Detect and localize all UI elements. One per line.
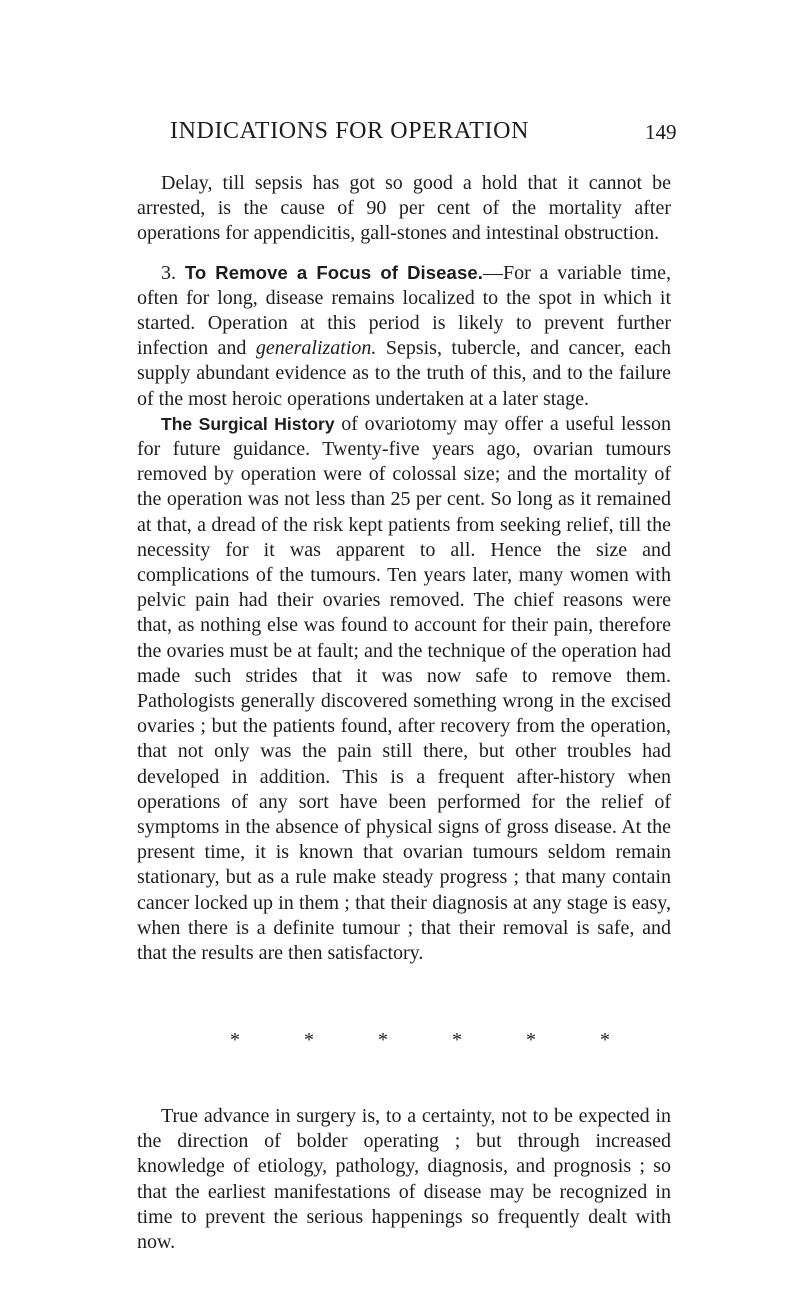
- paragraph-text: —For a variable time, often for long, disease remains localized to the spot in which it started. Operation at this period is likely to prevent further infection and: [137, 261, 671, 360]
- paragraph-text: Sepsis, tubercle, and cancer, each supply abundant evidence as to the truth of this, and to the failure of the most heroic operations undertaken at a later stage.: [137, 337, 671, 410]
- main-text: [137, 171, 671, 966]
- asterisk: *: [452, 1029, 462, 1051]
- paragraph-closing: True advance in surgery is, to a certainty, not to be expected in the direction of bolder operating ; but through increased knowledge of etiology, pathology, diagnosis, and prognosis ; so that the earliest manifestations of disease may be recognized in time to prevent the serious happenings so frequently dealt with now.: [137, 1105, 671, 1254]
- paragraph-focus-of-disease: [137, 260, 671, 412]
- running-head: INDICATIONS FOR OPERATION: [170, 118, 530, 144]
- asterisk: *: [304, 1029, 314, 1051]
- page-number: 149: [645, 120, 677, 144]
- asterisk: *: [378, 1029, 388, 1051]
- paragraph-text: of ovariotomy may offer a useful lesson for future guidance. Twenty-five years ago, ovarian tumours removed by operation were of colossal size; and the mortality of the operation was not less than 25 per cent. So long as it remained at that, a dread of the risk kept patients from seeking relief, till the necessity for it was apparent to all. Hence the size and complications of the tumours. Ten years later, many women with pelvic pain had their ovaries removed. The chief reasons were that, as nothing else was found to account for their pain, therefore the ovaries must be at fault; and the technique of the operation had made such strides that it was now safe to remove them. Pathologists generally discovered something wrong in the excised ovaries ; but the patients found, after recovery from the operation, that not only was the pain still there, but other troubles had developed in addition. This is a frequent after-history when operations of any sort have been performed for the relief of symptoms in the absence of physical signs of gross disease. At the present time, it is known that ovarian tumours seldom remain stationary, but as a rule make steady progress ; that many contain cancer locked up in them ; that their diagnosis at any stage is easy, when there is a definite tumour ; that their removal is safe, and that the results are then satisfactory.: [137, 412, 671, 965]
- section-separator: [230, 1029, 610, 1052]
- asterisk: *: [526, 1029, 536, 1051]
- closing-text: [137, 1104, 671, 1255]
- run-in-heading: The Surgical History: [161, 413, 335, 434]
- paragraph-surgical-history: [137, 412, 671, 966]
- section-number: 3.: [161, 261, 185, 284]
- asterisk: *: [600, 1029, 610, 1051]
- asterisk: *: [230, 1029, 240, 1051]
- paragraph-delay: Delay, till sepsis has got so good a hold that it cannot be arrested, is the cause of 90 per cent of the mortality after operations for appendicitis, gall-stones and intestinal obstruction.: [137, 172, 671, 245]
- italic-term: generalization.: [255, 337, 377, 360]
- section-heading: To Remove a Focus of Disease.: [184, 261, 483, 283]
